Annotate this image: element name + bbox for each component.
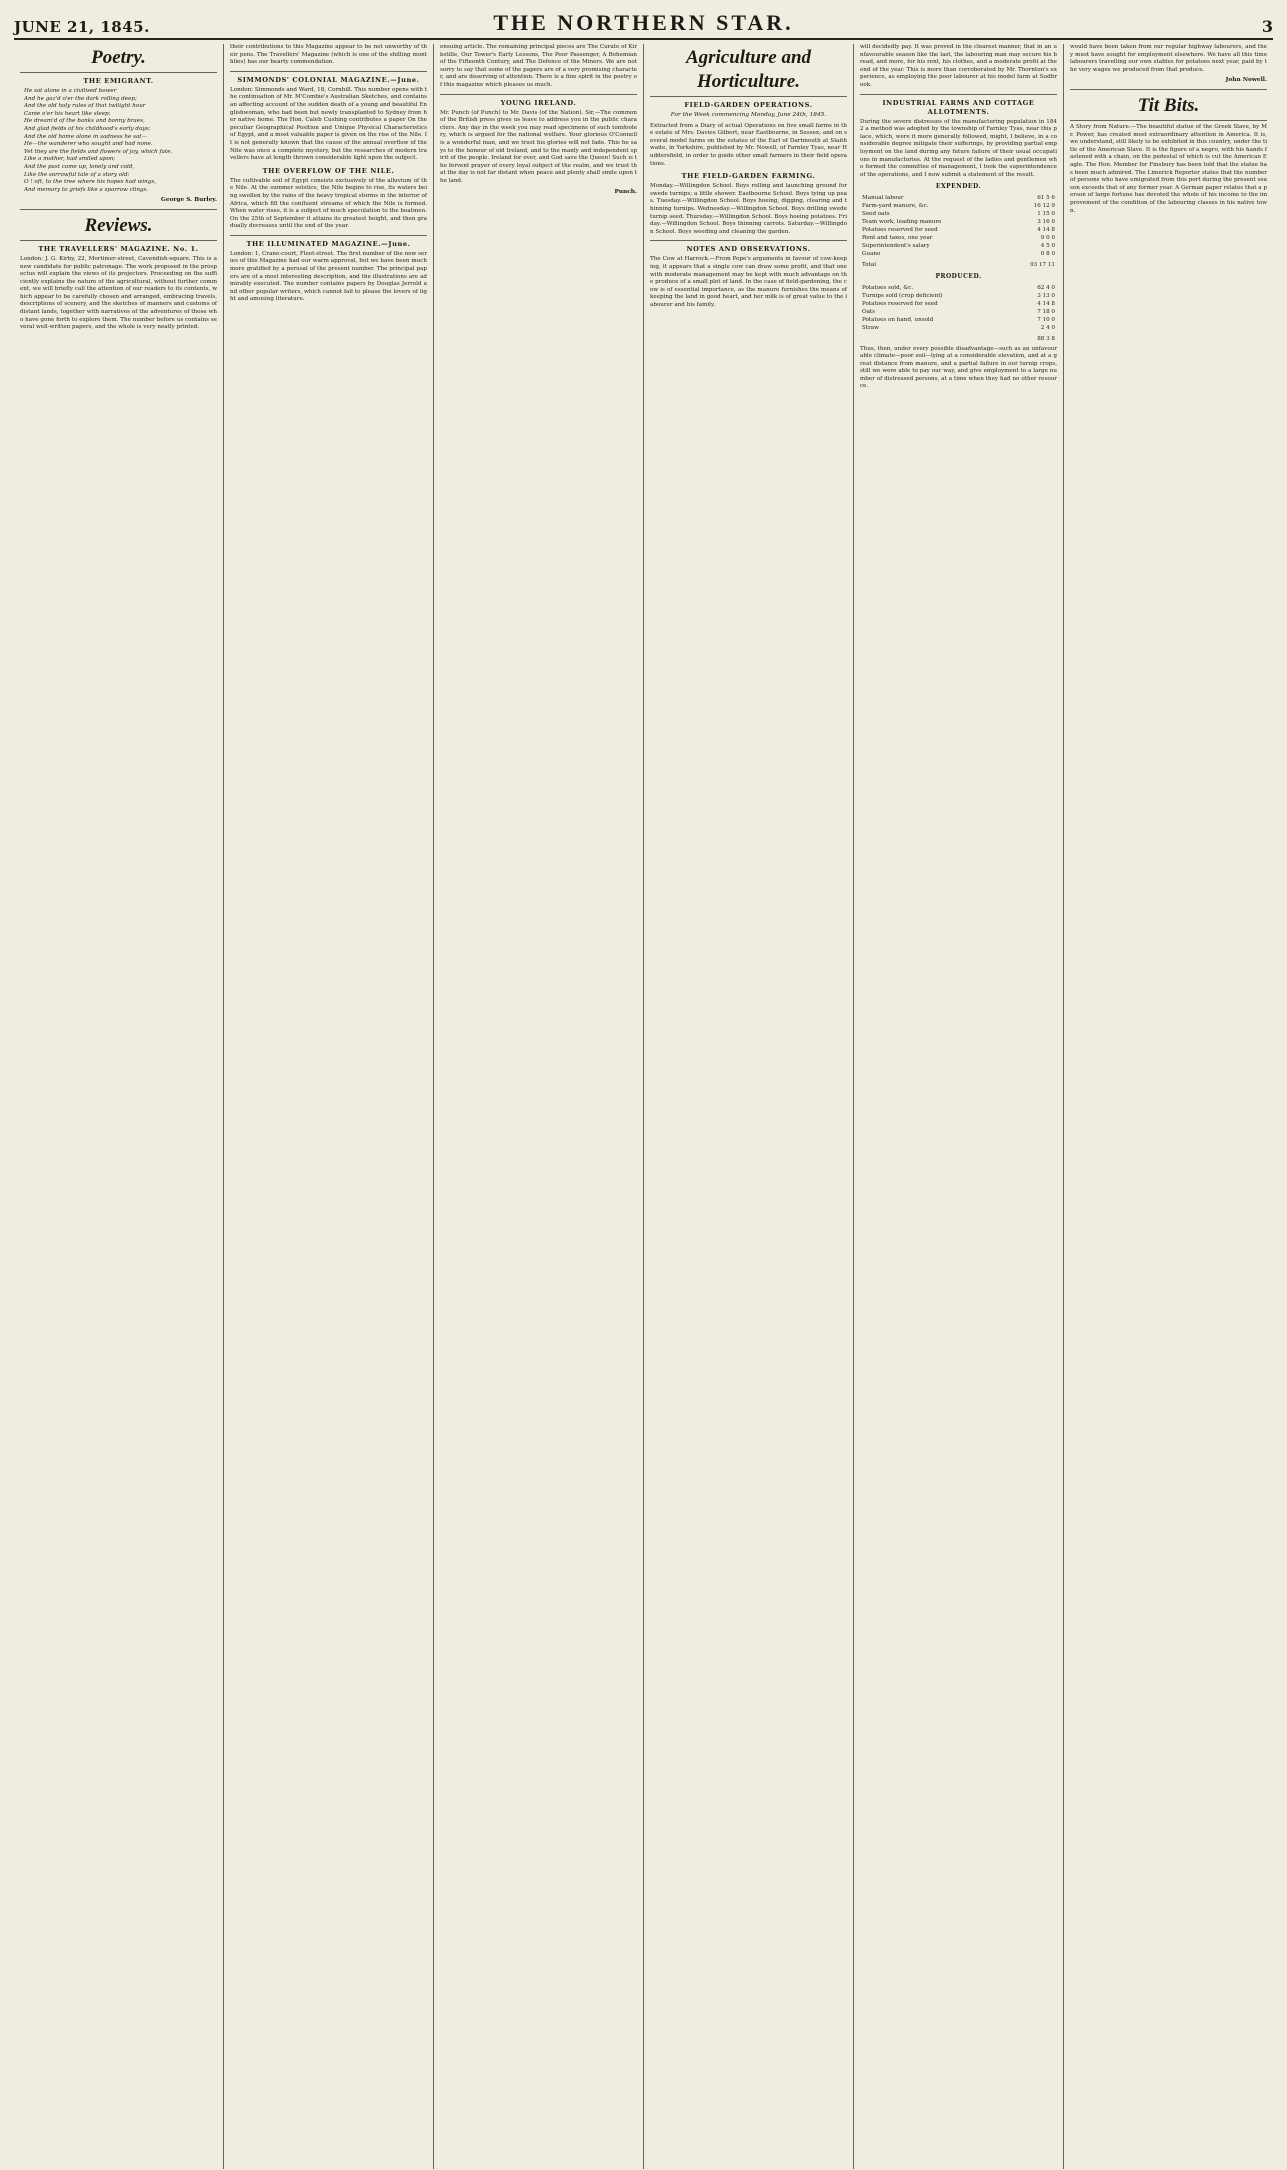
- poem-line: Came o'er his heart like sleep:: [24, 110, 111, 117]
- account-title-expended: EXPENDED.: [935, 183, 982, 191]
- column-4: [644, 44, 854, 2169]
- account-label: Farm-yard manure, &c.: [862, 202, 929, 209]
- reviews-heading: Reviews.: [20, 214, 217, 241]
- agriculture-heading: Agriculture and Horticulture.: [650, 46, 847, 97]
- subheading: INDUSTRIAL FARMS AND COTTAGE ALLOTMENTS.: [882, 98, 1035, 116]
- subheading-dateline: For the Week commencing Monday, June 24th, 1845.: [670, 112, 827, 118]
- poem-line: He—the wanderer who sought and had none.: [24, 141, 153, 148]
- account-label: Turnips sold (crop deficient): [862, 292, 943, 299]
- review-body: London: Simmonds and Ward, 18, Cornhill. This number opens with the continuation of Mr. M'Combie's Australian Sketches, and contains an affecting account of the sudden death of a young and beautiful Englishwoman, who had been but newly transplanted to Sydney from her native home. The Hon. Caleb Cushing contributes a paper On the peculiar Geographical Position and Unique Physical Characteristics of Egypt, and a most valuable paper is given on the rise of the Nile. It is not generally known that the cause of the annual overflow of the Nile was once a complete mystery, but the researches of modern travellers have at length thrown considerable light upon the subject.: [230, 86, 427, 162]
- article-signature: John Nowell.: [1225, 77, 1267, 84]
- poem-signature: George S. Burley.: [160, 197, 217, 204]
- subheading: THE OVERFLOW OF THE NILE.: [262, 166, 395, 175]
- account-row: [860, 308, 1057, 316]
- account-label: Potatoes reserved for seed: [862, 226, 938, 233]
- account-row: [860, 292, 1057, 300]
- column-2: [224, 44, 434, 2169]
- poem-line: He sat alone in a civilised bower: [24, 88, 117, 94]
- account-value: 16 12 9: [1033, 202, 1055, 209]
- account-row: [860, 194, 1057, 202]
- poem-line: And glad fields of his childhood's early days;: [24, 125, 151, 132]
- review-body: London: 1, Crane-court, Fleet-street. The first number of the new series of this Magazine had our warm approval, but we have been much more gratified by a perusal of the present number. The principal papers are of a most interesting description, and the illustrations are admirably executed. The number contains papers by Douglas Jerrold and other popular writers, which cannot fail to please the lovers of light and amusing literature.: [230, 250, 427, 303]
- account-value: 3 16 0: [1037, 218, 1055, 225]
- article-text: would have been taken from our regular highway labourers, and they must have sought for employment elsewhere. We have all this time labourers travelling our own stables for potatoes next year, paid by the very wages we produced from that produce.: [1070, 44, 1267, 73]
- article-text: During the severe distresses of the manufacturing population in 1842 a method was adopted by the township of Farnley Tyas, near this place, which, were it more generally followed, might, I believe, in a considerable degree mitigate their sufferings, by providing partial employment on the land during any future failure of their usual occupations in manufactories. At the request of the ladies and gentlemen who formed the committee of management, I took the superintendence of the operations, and I now submit a statement of the result.: [860, 118, 1057, 178]
- subheading: FIELD-GARDEN OPERATIONS.: [684, 101, 813, 109]
- account-value: 0 8 0: [1040, 250, 1055, 257]
- account-total-produced: [860, 335, 1057, 343]
- total-value: 88 3 8: [1037, 335, 1055, 342]
- poem-line: O ! oft, to the tree where his hopes had wings,: [24, 179, 157, 186]
- account-value: 4 14 8: [1037, 300, 1055, 307]
- article-text: ensuing article. The remaining principal pieces are The Curate of Kirkstille, Our Tower's Early Lessons, The Poor Passenger, A Bohemian of the Fifteenth Century, and The Defence of the Miners. We are not sorry to say that some of the papers are of a very promising character, and are deserving of attention. There is a fine spirit in the poetry of this magazine which pleases us much.: [440, 44, 637, 88]
- review-body: London: J. G. Kirby, 22, Mortimer-street, Cavendish-square. This is a new candidate for public patronage. The work proposed in the prospectus will explain the views of its projectors. Proceeding on the sufficiently explains the nature of the agricultural, without further comment, we will briefly call the attention of our readers to its contents, which appear to be carefully chosen and arranged, embracing travels, descriptions of scenery, and the sketches of manners and customs of distant lands, together with narratives of the adventures of those who have gone forth to explore them. The number before us contains several well-written papers, and the whole is very neatly printed.: [20, 255, 217, 331]
- column-3: [434, 44, 644, 2169]
- poem-line: And the past came up, lonely and cold,: [24, 163, 135, 170]
- account-value: 4 14 8: [1037, 226, 1055, 233]
- columns: [14, 44, 1273, 2169]
- newspaper-title: THE NORTHERN STAR.: [493, 10, 794, 35]
- account-label: Oats: [862, 308, 876, 315]
- article-text: The Cow at Harrock.—From Pope's arguments in favour of cow-keeping, it appears that a single cow can draw some profit, and that one with moderate management may be kept with much advantage on the produce of a small plot of land. In the case of field-gardening, the cow is of essential importance, as the manure furnishes the means of keeping the land in good heart, and her milk is of great value to the labourer and his family.: [650, 256, 847, 308]
- account-value: 7 18 0: [1037, 308, 1055, 315]
- article-signature: Punch.: [614, 188, 637, 195]
- article-text: A Story from Nature.—The beautiful statue of the Greek Slave, by Mr. Power, has created most extraordinary attention in America. It is, we understand, still likely to be exhibited in this country, under the title of the American Slave. It is the figure of a negro, with his hands fastened with a chain, on the pedestal of which is cut the American Eagle. The Hon. Member for Finsbury has been told that the statue has been much admired. The Limerick Reporter states that the number of persons who have emigrated from this port during the present season exceeds that of any former year. A German paper relates that a person of large fortune has devoted the whole of his income to the improvement of the condition of the labouring classes in his native town.: [1070, 123, 1267, 214]
- tit-bits-heading: Tit Bits.: [1070, 94, 1267, 121]
- account-value: 7 10 0: [1037, 316, 1055, 323]
- account-row: [860, 300, 1057, 308]
- account-row: [860, 218, 1057, 226]
- poem: [20, 88, 217, 194]
- account-table-produced: [860, 284, 1057, 332]
- account-value: 3 13 0: [1037, 292, 1055, 299]
- account-label: Team work, leading manure: [862, 218, 942, 225]
- total-label: Total: [862, 261, 877, 268]
- account-row: [860, 316, 1057, 324]
- page-number: 3: [1261, 17, 1273, 36]
- article-text: Thus, then, under every possible disadvantage—such as an unfavourable climate—poor soil—lying at a considerable elevation, and at a great distance from manure, and a partial failure in our turnip crops, still we were able to pay our way, and give employment to a large number of distressed persons, at a time when they had no other resource.: [860, 345, 1057, 390]
- account-row: [860, 242, 1057, 250]
- poem-line: Like a mother, had smiled upon;: [24, 156, 116, 163]
- account-label: Seed oats: [862, 210, 890, 217]
- account-value: 4 5 0: [1040, 242, 1055, 249]
- review-body: Mr. Punch (of Punch) to Mr. Davis (of the Nation). Sir,—The common of the British press gives us leave to address you in the public characters. Any day in the week you may read specimens of such tomfoolery, which is argued for the national welfare. Your glorious O'Connell is a wonderful man, and we trust his glories will not fade. This he says to the honour of old Ireland, and to the manly and independent spirit of the people. Ireland for ever, and God save the Queen! Such is the fervent prayer of every loyal subject of the realm, and we trust that the day is not far distant when peace and plenty shall smile upon the land.: [440, 109, 637, 184]
- poem-line: And memory to griefs like a sparrow clings.: [24, 186, 149, 193]
- account-label: Superintendent's salary: [862, 242, 930, 249]
- account-total-expended: [860, 261, 1057, 269]
- column-6: [1064, 44, 1273, 2169]
- poem-line: And he gaz'd o'er the dark rolling deep;: [24, 95, 137, 102]
- account-label: Potatoes sold, &c.: [862, 284, 914, 291]
- review-title: SIMMONDS' COLONIAL MAGAZINE.—June.: [237, 75, 420, 84]
- article-text: The cultivable soil of Egypt consists exclusively of the alluvium of the Nile. At the summer solstice, the Nile begins to rise, its waters being swollen by the rains of the heavy tropical storms in the interior of Africa, which fill the confluent streams of which the Nile is formed. When water rises, it is a subject of much speculation to the boatmen. On the 25th of September it attains its greatest height, and then gradually decreases until the end of the year.: [230, 177, 427, 230]
- masthead: [14, 6, 1273, 40]
- account-label: Straw: [862, 324, 879, 331]
- account-value: 62 4 0: [1037, 284, 1055, 291]
- account-row: [860, 210, 1057, 218]
- account-label: Guano: [862, 250, 881, 257]
- account-value: 9 0 0: [1040, 234, 1055, 241]
- review-title: YOUNG IRELAND.: [500, 98, 577, 107]
- account-row: [860, 250, 1057, 258]
- account-value: 61 5 6: [1037, 194, 1055, 201]
- account-title-produced: PRODUCED.: [935, 272, 982, 280]
- poem-line: And the old holy rules of that twilight hour: [24, 103, 146, 110]
- account-label: Manual labour: [862, 194, 904, 201]
- poem-title: THE EMIGRANT.: [83, 77, 154, 85]
- subheading: THE FIELD-GARDEN FARMING.: [681, 172, 816, 181]
- poem-line: He dream'd of the banks and bonny braes,: [24, 118, 145, 125]
- account-label: Potatoes reserved for seed: [862, 300, 938, 307]
- poetry-heading: Poetry.: [20, 46, 217, 73]
- poem-line: And the old home alone in sadness he sat—: [24, 133, 148, 140]
- account-row: [860, 324, 1057, 332]
- account-table-expended: [860, 194, 1057, 258]
- poem-line: Like the sorrowful tale of a story old:: [24, 171, 130, 178]
- subheading: NOTES AND OBSERVATIONS.: [686, 245, 811, 254]
- account-value: 1 15 0: [1037, 210, 1055, 217]
- review-title: THE ILLUMINATED MAGAZINE.—June.: [246, 239, 411, 248]
- account-value: 2 4 0: [1040, 324, 1055, 331]
- account-label: Potatoes on hand, unsold: [862, 316, 934, 323]
- review-title: THE TRAVELLERS' MAGAZINE. No. 1.: [38, 244, 199, 253]
- article-text: Extracted from a Diary of actual Operations on five small farms in the estate of Mrs. Davies Gilbert, near Eastbourne, in Sussex; and on several model farms on the estates of the Earl of Dartmouth at Slaithwaite, in Yorkshire, published by Mr. Nowell, of Farnley Tyas, near Huddersfield, in order to guide other small farmers in their field operations.: [650, 122, 847, 167]
- article-text: their contributions to this Magazine appear to be not unworthy of their pens. The Travellers' Magazine (which is one of the shilling monthlies) has our hearty commendation.: [230, 44, 427, 66]
- issue-date: JUNE 21, 1845.: [14, 18, 150, 36]
- column-5: [854, 44, 1064, 2169]
- account-row: [860, 226, 1057, 234]
- article-text: will decidedly pay. It was proved in the clearest manner, that in an unfavourable season like the last, the labouring man may secure his bread, and more, for his rent, his clothes, and a moderate profit at the end of the year. This is more than corroborated by Mr. Thornton's experience, as employing the poor labourer at his model farm at Sudbrook.: [860, 44, 1057, 88]
- column-1: [14, 44, 224, 2169]
- poem-line: Yet they are the fields and flowers of joy, which fate,: [24, 148, 173, 155]
- total-value: 93 17 11: [1030, 261, 1055, 268]
- account-label: Rent and taxes, one year: [862, 234, 933, 241]
- article-text: Monday.—Willingdon School. Boys rolling and launching ground for swede turnips; a little shower. Eastbourne School. Boys tying up peas. Tuesday.—Willingdon School. Boys hoeing, digging, clearing and thinning turnips. Wednesday.—Willingdon School. Boys drilling swede turnip seed. Thursday.—Willingdon School. Boys hoeing potatoes. Friday.—Willingdon School. Boys thinning carrots. Saturday.—Willingdon School. Boys weeding and cleaning the garden.: [650, 183, 847, 235]
- account-row: [860, 284, 1057, 292]
- account-row: [860, 202, 1057, 210]
- account-row: [860, 234, 1057, 242]
